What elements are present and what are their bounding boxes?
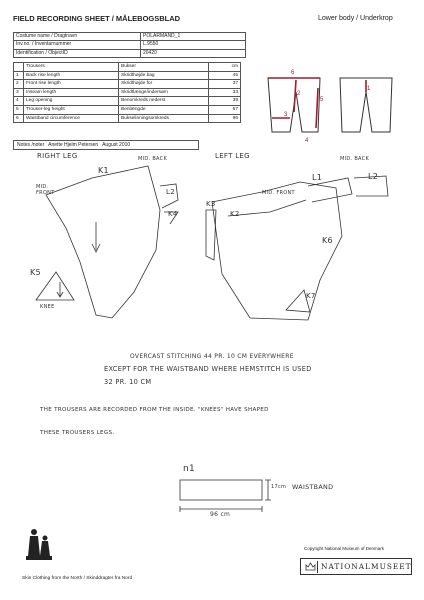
diagram-number: 3	[284, 112, 288, 118]
waistband-piece-label: n1	[183, 464, 196, 474]
meta-value: 20420	[141, 49, 246, 57]
right-leg-outline	[46, 166, 160, 318]
right-leg-knee-arrow	[57, 282, 63, 297]
stitch-note-line3: 32 PR. 10 CM	[104, 378, 152, 386]
stitch-note-line1: OVERCAST STITCHING 44 PR. 10 CM EVERYWHERE	[130, 353, 294, 360]
label-mid-back: MID. BACK	[138, 156, 168, 162]
label-k1: K1	[98, 166, 109, 175]
notes-label: Notes /noter	[17, 142, 45, 148]
waistband-rect	[180, 480, 262, 500]
label-k6: K6	[322, 236, 333, 245]
col-header-da: Bukser	[119, 63, 209, 72]
museum-logo	[300, 558, 412, 575]
left-leg-outline	[212, 182, 342, 320]
sheet-category: Lower body / Underkrop	[318, 15, 393, 22]
stitch-note-line2: EXCEPT FOR THE WAISTBAND WHERE HEMSTITCH IS USED	[104, 365, 312, 373]
diagram-number: 4	[305, 138, 309, 144]
inside-note-line1: THE TROUSERS ARE RECORDED FROM THE INSIDE. "KNEES" HAVE SHAPED	[40, 407, 269, 413]
label-l2-right: L2	[166, 188, 175, 196]
label-mid-front: MID. FRONT	[36, 184, 55, 196]
notes-date: August 2010	[102, 142, 131, 148]
label-k4: K4	[168, 210, 178, 218]
footer-project: Skin Clothing from the North / Skinddragter fra Nord	[22, 576, 133, 581]
table-row: 1 Back rise length Skridthøjde bag 45	[14, 71, 241, 80]
right-leg-knee-piece	[36, 272, 74, 300]
notes-author: Anette Hjelm Petersen	[48, 142, 99, 148]
crown-icon	[304, 561, 318, 573]
meta-label: Inv.no. / Inventarnummer	[14, 41, 141, 49]
label-mid-back-left: MID. BACK	[340, 156, 370, 162]
inuit-figures-logo	[26, 529, 52, 560]
waistband-height-label: 17cm	[271, 484, 287, 490]
col-header-cm: cm	[209, 63, 241, 72]
meta-value: POLARMAND_1	[141, 33, 246, 41]
table-row: 2 Front rise length Skridthøjde for 37	[14, 80, 241, 89]
label-k2: K2	[230, 210, 240, 218]
diagram-number: 5	[320, 97, 324, 103]
inside-note-line2: THESE TROUSERS LEGS.	[40, 430, 115, 436]
meta-label: Identification / ObjectID	[14, 49, 141, 57]
diagram-number: 1	[367, 86, 371, 92]
table-row: 5 Trouser-leg height Benlængde 67	[14, 105, 241, 114]
waistband-height-dim	[265, 480, 271, 500]
left-leg-sketch	[206, 176, 388, 320]
table-row: 3 Inseam length Skridtlænge/indersøm 33	[14, 88, 241, 97]
right-leg-sketch	[36, 166, 178, 318]
waistband-drawing	[180, 480, 271, 512]
label-k7: K7	[306, 292, 316, 300]
left-leg-seam	[228, 200, 306, 216]
col-header-en: Trousers	[24, 63, 119, 72]
diagram-number: 2	[297, 91, 301, 97]
waistband-width-label: 96 cm	[210, 511, 231, 518]
sheet-title: FIELD RECORDING SHEET / MÅLEBOGSBLAD	[13, 14, 181, 23]
left-leg-label: LEFT LEG	[215, 152, 250, 160]
meta-label: Costume name / Dragtnavn	[14, 33, 141, 41]
table-row: 6 Waistband circumference Bukselinningsomkreds 96	[14, 114, 241, 123]
trousers-front-highlight	[268, 78, 320, 128]
meta-value: L.9550	[141, 41, 246, 49]
label-mid-front-left: MID. FRONT	[262, 190, 295, 196]
label-l2-left: L2	[368, 172, 379, 181]
museum-name: NATIONALMUSEET	[321, 562, 412, 571]
table-row: 4 Leg opening Benomkreds nederst 39	[14, 97, 241, 106]
trousers-diagram	[268, 70, 392, 144]
label-knee: KNEE	[40, 304, 55, 310]
waistband-label: WAISTBAND	[292, 483, 334, 491]
label-k3: K3	[206, 200, 216, 208]
footer-copyright: Copyright National Museum of Denmark	[304, 546, 385, 551]
label-k5: K5	[30, 268, 41, 277]
diagram-number: 6	[291, 70, 295, 76]
right-leg-arrow	[92, 222, 100, 252]
label-l1: L1	[312, 173, 323, 182]
right-leg-label: RIGHT LEG	[37, 152, 78, 160]
